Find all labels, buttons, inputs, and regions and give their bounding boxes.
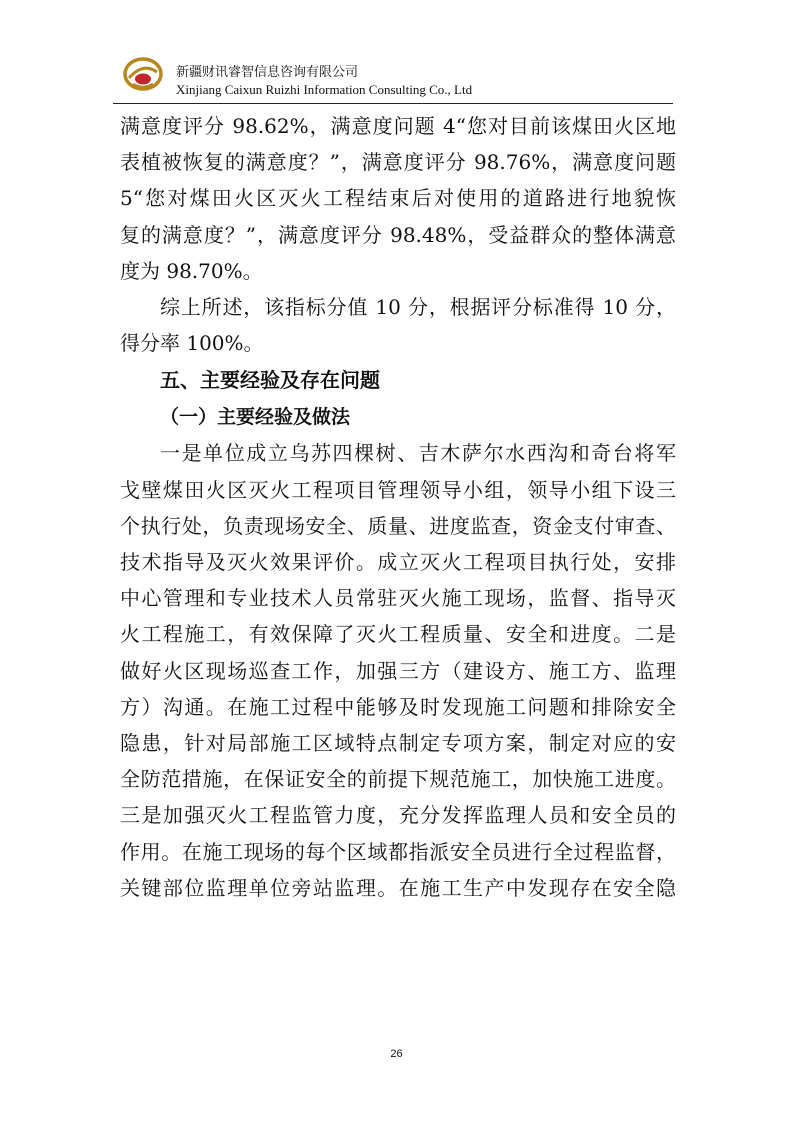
text-line: 得分率 100%。 [120,331,264,356]
text-line: 个执行处，负责现场安全、质量、进度监查，资金支付审查、 [120,513,676,538]
text-line: 戈壁煤田火区灭火工程项目管理领导小组，领导小组下设三 [120,477,676,502]
text-line: 全防范措施，在保证安全的前提下规范施工，加快施工进度。 [120,767,676,792]
text-line: 表植被恢复的满意度？”，满意度评分 98.76%，满意度问题 [120,150,676,175]
text-line: 关键部位监理单位旁站监理。在施工生产中发现存在安全隐 [120,875,676,900]
subsection-heading: （一）主要经验及做法 [160,406,351,429]
text-line: 方）沟通。在施工过程中能够及时发现施工问题和排除安全 [120,694,676,719]
text-line: 做好火区现场巡查工作，加强三方（建设方、施工方、监理 [120,658,676,683]
text-line: 满意度评分 98.62%，满意度问题 4“您对目前该煤田火区地 [120,114,676,138]
page-number: 26 [390,1048,403,1060]
text-line: 中心管理和专业技术人员常驻灭火施工现场，监督、指导灭 [120,586,676,611]
text-line: 三是加强灭火工程监管力度，充分发挥监理人员和安全员的 [120,803,676,828]
text-line: 度为 98.70%。 [120,258,263,283]
paragraph-experience [120,435,676,906]
text-line: 火工程施工，有效保障了灭火工程质量、安全和进度。二是 [120,622,676,647]
paragraph-summary [120,289,676,361]
text-line: 一是单位成立乌苏四棵树、吉木萨尔水西沟和奇台将军 [160,441,676,466]
company-name-chinese: 新疆财讯睿智信息咨询有限公司 [176,65,359,80]
company-logo-icon [123,54,163,94]
page-header [113,48,673,104]
text-line: 复的满意度？”，满意度评分 98.48%，受益群众的整体满意 [120,222,676,247]
text-line: 隐患，针对局部施工区域特点制定专项方案，制定对应的安 [120,731,676,756]
document-body [120,108,676,906]
text-line: 5“您对煤田火区灭火工程结束后对使用的道路进行地貌恢 [120,186,676,211]
text-line: 作用。在施工现场的每个区域都指派安全员进行全过程监督， [120,839,676,864]
header-divider [113,103,673,104]
text-line: 综上所述，该指标分值 10 分，根据评分标准得 10 分， [160,295,676,320]
text-line: 技术指导及灭火效果评价。成立灭火工程项目执行处，安排 [120,550,676,575]
company-name-english: Xinjiang Caixun Ruizhi Information Consulting Co., Ltd [176,82,473,97]
section-heading: 五、主要经验及存在问题 [160,368,380,393]
paragraph-satisfaction [120,108,676,289]
